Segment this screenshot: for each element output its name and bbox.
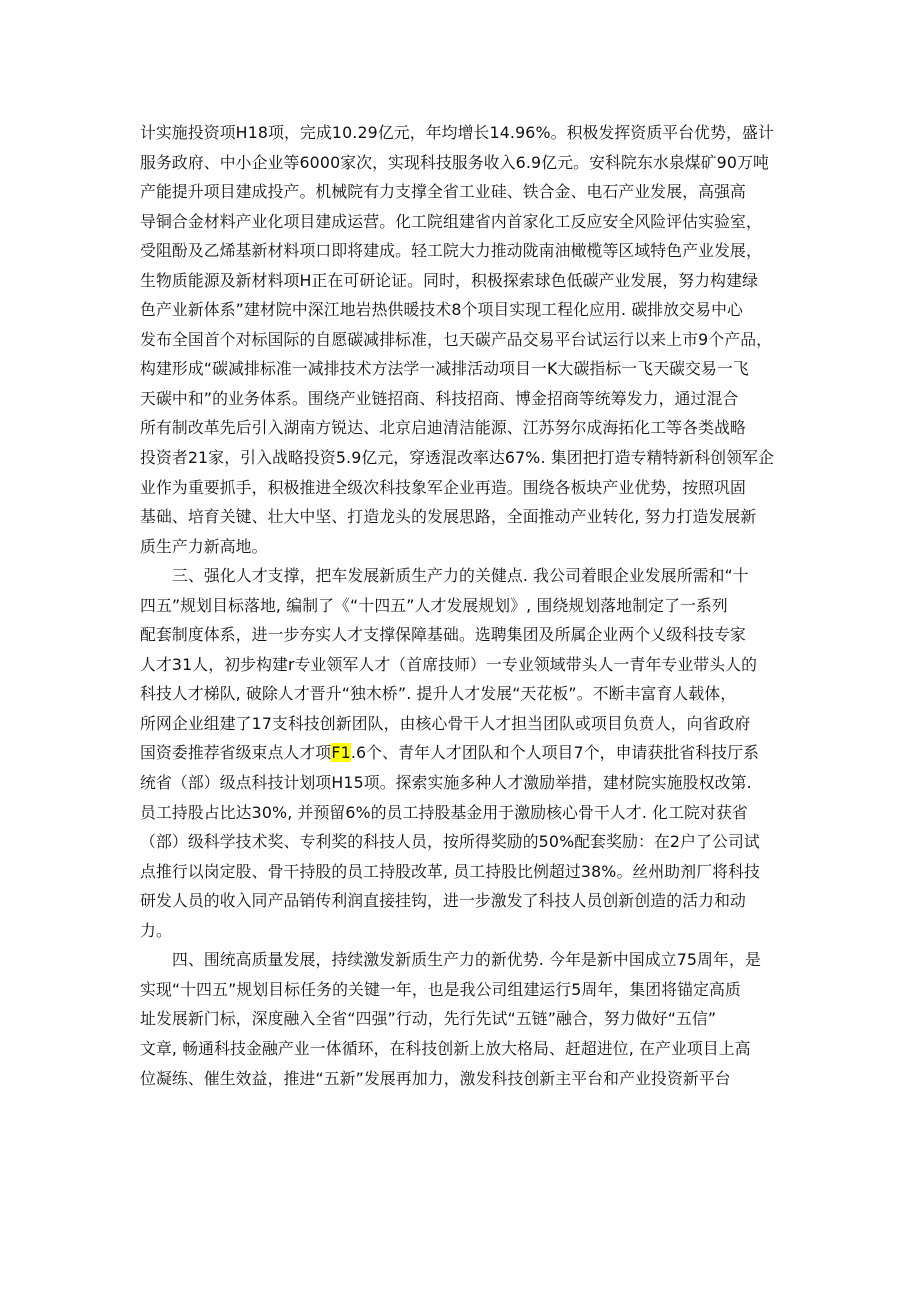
text-line: 产能提升项目建成投产。机械院有力支撑全省工业硅、铁合金、电石产业发展，高强高 — [140, 182, 746, 202]
text-line: 四五”规划目标落地, 编制了《“十四五”人才发展规划》, 围绕规划落地制定了一系列 — [140, 595, 728, 615]
text-line: 发布全国首个对标国际的自愿碳减排标准，乜天碳产品交易平台试运行以来上市9个产品， — [140, 329, 773, 349]
text-line: 构建形成“碳减排标准一减排技术方法学一减排活动项目一K大碳指标一飞天碳交易一飞 — [140, 359, 749, 379]
text-line: 服务政府、中小企业等6000家次，实现科技服务收入6.9亿元。安科院东水泉煤矿90万吨 — [140, 152, 769, 172]
text-line: 址发展新门标，深度融入全省“四强”行动，先行先试“五链”融合，努力做好“五信” — [140, 1009, 717, 1029]
text-line: 实现“十四五”规划目标任务的关键一年，也是我公司组建运行5周年，集团将锚定高质 — [140, 979, 741, 999]
text-line: 质生产力新高地。 — [140, 536, 268, 556]
paragraph-3 — [140, 945, 800, 1093]
text-line: 投资者21家，引入战略投资5.9亿元，穿透混改率达67%. 集团把打造专精特新科创领军企 — [140, 448, 775, 468]
text-line: 配套制度体系，进一步夯实人才支撑保障基础。选聘集团及所属企业两个乂级科技专家 — [140, 625, 746, 645]
text-line: 位凝练、催生效益，推进“五新”发展再加力，激发科技创新主平台和产业投资新平台 — [140, 1068, 731, 1088]
text-line: 业作为重要抓手，积极推进全级次科技象军企业再造。围绕各板块产业优势，按照巩固 — [140, 477, 746, 497]
text-line: 文章, 畅通科技金融产业一体循环，在科技创新上放大格局、赶超进位, 在产业项目上高 — [140, 1038, 751, 1058]
text-line: （部）级科学技术奖、专利奖的科技人员，按所得奖励的50%配套奖励：在2户了公司试 — [140, 832, 760, 852]
highlighted-text: F1 — [331, 743, 351, 763]
text-line: 四、围统高质量发展，持续激发新质生产力的新优势. 今年是新中国成立75周年，是 — [172, 950, 761, 970]
text-line: 力。 — [140, 920, 172, 940]
text-line: 受阻酚及乙烯基新材料项口即将建成。轻工院大力推动陇南油橄榄等区域特色产业发展， — [140, 241, 762, 261]
text-line: 所有制改革先后引入湖南方锐达、北京启迪清洁能源、江苏努尔成海拓化工等各类战略 — [140, 418, 746, 438]
text-line: 员工持股占比达30%, 并预留6%的员工持股基金用于激励核心骨干人才. 化工院对获省 — [140, 802, 748, 822]
text-line: 人才31人，初步构建r专业领军人才（首席技师）一专业领域带头人一青年专业带头人的 — [140, 654, 758, 674]
text-line: 研发人员的收入同产品销传利润直接挂钩，进一步激发了科技人员创新创造的活力和动 — [140, 891, 746, 911]
text-line: 所网企业组建了17支科技创新团队，由核心骨干人才担当团队或项目负贲人，向省政府 — [140, 713, 751, 733]
paragraph-2 — [140, 561, 800, 945]
body-text — [140, 118, 800, 1093]
text-line: 三、强化人才支撑，把车发展新质生产力的关健点. 我公司着眼企业发展所需和“十 — [172, 566, 749, 586]
text-line: 导铜合金材料产业化项目建成运营。化工院组建省内首家化工反应安全风险评估实验室， — [140, 211, 762, 231]
text-line: 天碳中和”的业务体系。围绕产业链招商、科技招商、博金招商等统筹发力，通过混合 — [140, 388, 739, 408]
paragraph-1 — [140, 118, 800, 561]
text-line: 统省（部）级点科技计划项H15项。探索实施多种人才激励举措，建材院实施股权改第. — [140, 773, 752, 793]
text-line: 科技人才梯队, 破除人才晋升“独木桥”. 提升人才发展“天花板”。不断丰富育人载体， — [140, 684, 737, 704]
text-line: 色产业新体系”建材院中深江地岩热供暖技术8个项目实现工程化应用. 碳排放交易中心 — [140, 300, 743, 320]
text-line: 生物质能源及新材料项H正在可研论证。同时，积极探索球色低碳产业发展，努力构建绿 — [140, 270, 759, 290]
text-line-highlighted: 国资委推荐省级束点人才项F1.6个、青年人才团队和个人项目7个，申请获批省科技厅系 — [140, 743, 760, 763]
text-line: 基础、培育关键、壮大中坚、打造龙头的发展思路，全面推动产业转化, 努力打造发展新 — [140, 507, 757, 527]
text-line: 计实施投资项H18项，完成10.29亿元，年均增长14.96%。积极发挥资质平台优势，盛计 — [140, 123, 774, 142]
text-line: 点推行以岗定股、骨干持股的员工持股改革, 员工持股比例超过38%。丝州助剂厂将科技 — [140, 861, 760, 881]
